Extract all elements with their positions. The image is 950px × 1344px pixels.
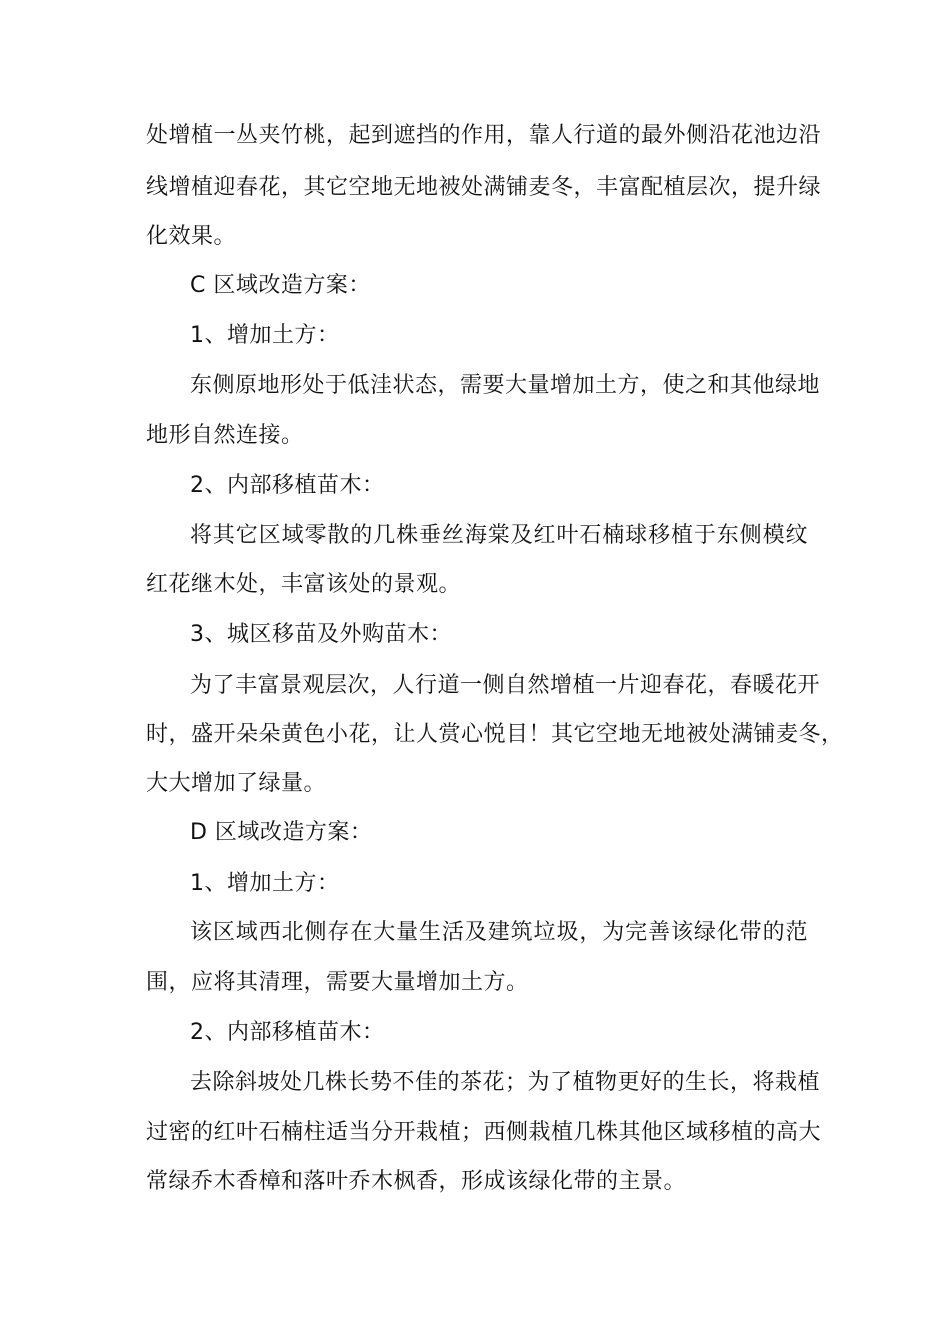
paragraph-line: 红花继木处，丰富该处的景观。 <box>146 572 462 597</box>
subheading-internal-transplant: 2、内部移植苗木： <box>190 1020 385 1045</box>
paragraph-line: 围，应将其清理，需要大量增加土方。 <box>146 970 529 995</box>
section-heading-c: C 区域改造方案： <box>190 273 371 298</box>
subheading-internal-transplant: 2、内部移植苗木： <box>190 473 385 498</box>
paragraph-line: 去除斜坡处几株长势不佳的茶花；为了植物更好的生长，将栽植 <box>190 1070 821 1095</box>
subheading-add-soil: 1、增加土方： <box>190 871 340 896</box>
paragraph-line: 地形自然连接。 <box>146 423 304 448</box>
paragraph-line: 将其它区域零散的几株垂丝海棠及红叶石楠球移植于东侧模纹 <box>190 523 808 548</box>
paragraph-line: 线增植迎春花，其它空地无地被处满铺麦冬，丰富配植层次，提升绿 <box>146 175 822 200</box>
paragraph-line: 大大增加了绿量。 <box>146 771 327 796</box>
paragraph-line: 时，盛开朵朵黄色小花，让人赏心悦目！其它空地无地被处满铺麦冬， <box>146 722 844 747</box>
subheading-city-and-purchased-seedlings: 3、城区移苗及外购苗木： <box>190 622 452 647</box>
paragraph-line: 处增植一丛夹竹桃，起到遮挡的作用，靠人行道的最外侧沿花池边沿 <box>146 123 822 148</box>
paragraph-line: 常绿乔木香樟和落叶乔木枫香，形成该绿化带的主景。 <box>146 1169 687 1194</box>
section-heading-d: D 区域改造方案： <box>190 820 373 845</box>
paragraph-line: 该区域西北侧存在大量生活及建筑垃圾，为完善该绿化带的范 <box>190 920 808 945</box>
paragraph-line: 东侧原地形处于低洼状态，需要大量增加土方，使之和其他绿地 <box>190 373 821 398</box>
paragraph-line: 化效果。 <box>146 224 237 249</box>
paragraph-line: 过密的红叶石楠柱适当分开栽植；西侧栽植几株其他区域移植的高大 <box>146 1120 822 1145</box>
paragraph-line: 为了丰富景观层次，人行道一侧自然增植一片迎春花，春暖花开 <box>190 673 821 698</box>
subheading-add-soil: 1、增加土方： <box>190 323 340 348</box>
